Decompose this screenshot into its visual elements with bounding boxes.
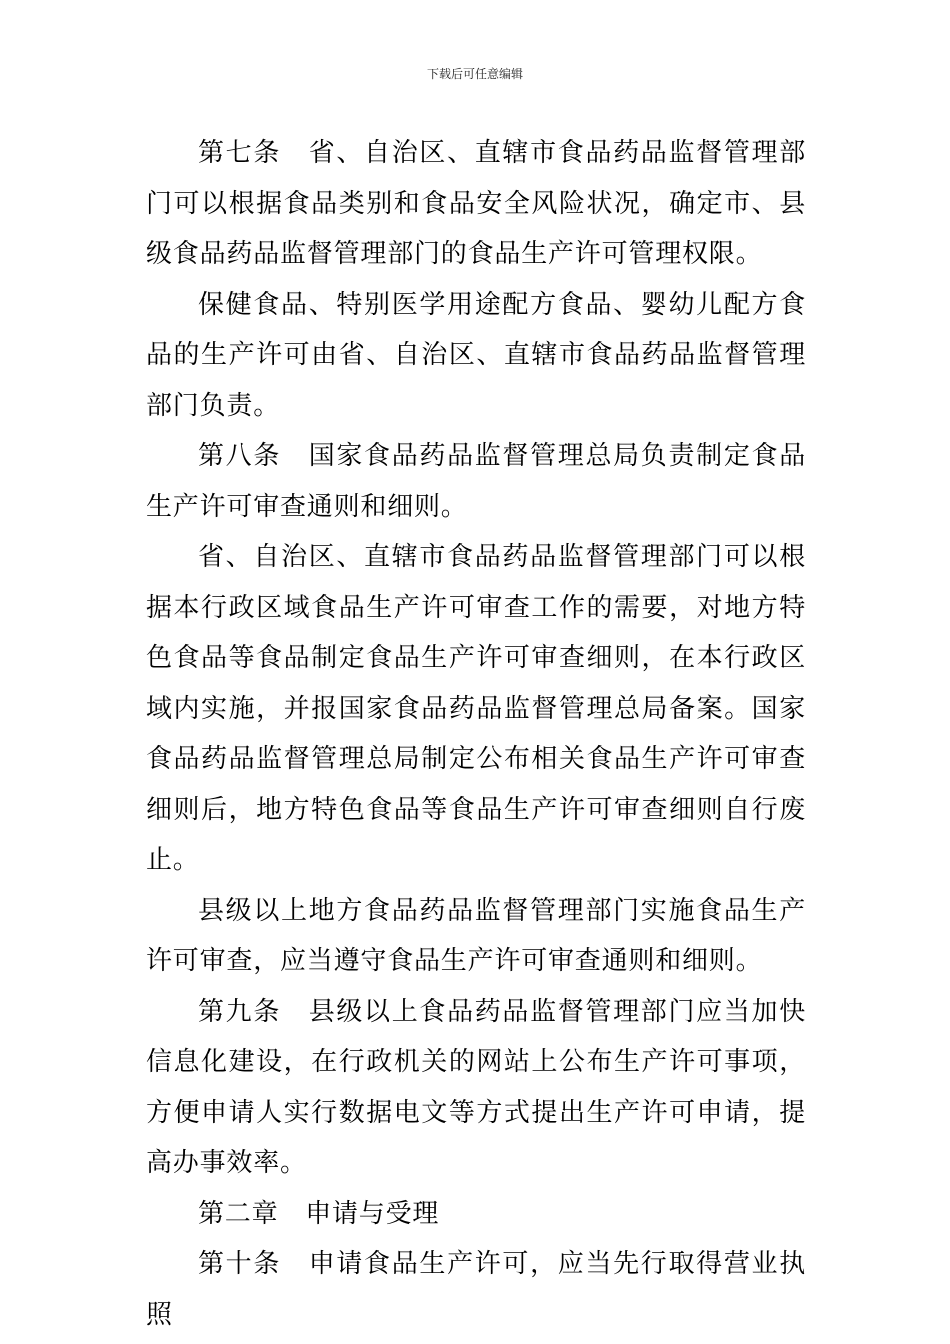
article-7-paragraph: 第七条 省、自治区、直辖市食品药品监督管理部门可以根据食品类别和食品安全风险状况，确定市、县级食品药品监督管理部门的食品生产许可管理权限。 [146, 138, 806, 269]
article-7-health-food-paragraph: 保健食品、特别医学用途配方食品、婴幼儿配方食品的生产许可由省、自治区、直辖市食品药品监督管理部门负责。 [146, 289, 806, 421]
document-body [146, 128, 806, 1340]
page-header-note: 下载后可任意编辑 [426, 67, 523, 81]
article-8-local-rules-paragraph: 省、自治区、直辖市食品药品监督管理部门可以根据本行政区域食品生产许可审查工作的需要，对地方特色食品等食品制定食品生产许可审查细则，在本行政区域内实施，并报国家食品药品监督管理总局备案。国家食品药品监督管理总局制定公布相关食品生产许可审查细则后，地方特色食品等食品生产许可审查细则自行废止。 [146, 542, 806, 875]
chapter-2-heading: 第二章 申请与受理 [198, 1198, 440, 1229]
article-10-paragraph: 第十条 申请食品生产许可，应当先行取得营业执照 [146, 1249, 806, 1330]
article-9-paragraph: 第九条 县级以上食品药品监督管理部门应当加快信息化建设，在行政机关的网站上公布生产许可事项，方便申请人实行数据电文等方式提出生产许可申请，提高办事效率。 [146, 996, 806, 1178]
article-8-paragraph: 第八条 国家食品药品监督管理总局负责制定食品生产许可审查通则和细则。 [146, 441, 806, 522]
article-8-county-paragraph: 县级以上地方食品药品监督管理部门实施食品生产许可审查，应当遵守食品生产许可审查通则和细则。 [146, 895, 806, 976]
